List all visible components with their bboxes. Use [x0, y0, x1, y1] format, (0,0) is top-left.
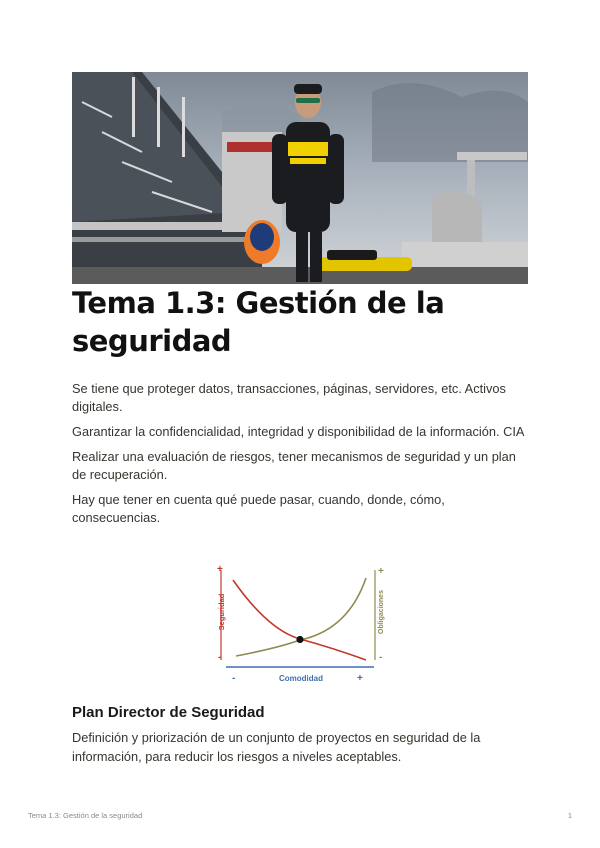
paragraph: Realizar una evaluación de riesgos, tener mecanismos de seguridad y un plan de recuperación.	[72, 449, 516, 482]
section-paragraph: Definición y priorización de un conjunto de proyectos en seguridad de la información, para reducir los riesgos a niveles aceptables.	[72, 730, 481, 764]
cover-photo-illustration	[72, 72, 528, 284]
cover-image	[72, 72, 528, 284]
security-comfort-diagram	[208, 560, 392, 688]
right-axis-plus: +	[378, 566, 384, 577]
paragraph: Hay que tener en cuenta qué puede pasar, cuando, donde, cómo, consecuencias.	[72, 492, 445, 525]
paragraph: Garantizar la confidencialidad, integridad y disponibilidad de la información. CIA	[72, 424, 525, 439]
body-text	[72, 380, 528, 534]
right-axis-label: Obligaciones	[378, 590, 385, 634]
left-axis-label: Seguridad	[217, 593, 226, 631]
left-axis-plus: +	[217, 564, 223, 575]
bottom-axis-plus: +	[357, 673, 363, 684]
footer-title: Tema 1.3: Gestión de la seguridad	[28, 811, 143, 820]
section-heading: Plan Director de Seguridad	[72, 704, 265, 721]
page-number: 1	[567, 811, 572, 820]
bottom-axis-label: Comodidad	[279, 674, 323, 683]
right-axis-minus: -	[379, 652, 383, 663]
paragraph: Se tiene que proteger datos, transacciones, páginas, servidores, etc. Activos digitales.	[72, 381, 506, 414]
intersection-point	[296, 636, 303, 643]
page-title: Tema 1.3: Gestión de la seguridad	[72, 286, 445, 358]
left-axis-minus: -	[218, 652, 222, 663]
bottom-axis-minus: -	[232, 673, 236, 684]
